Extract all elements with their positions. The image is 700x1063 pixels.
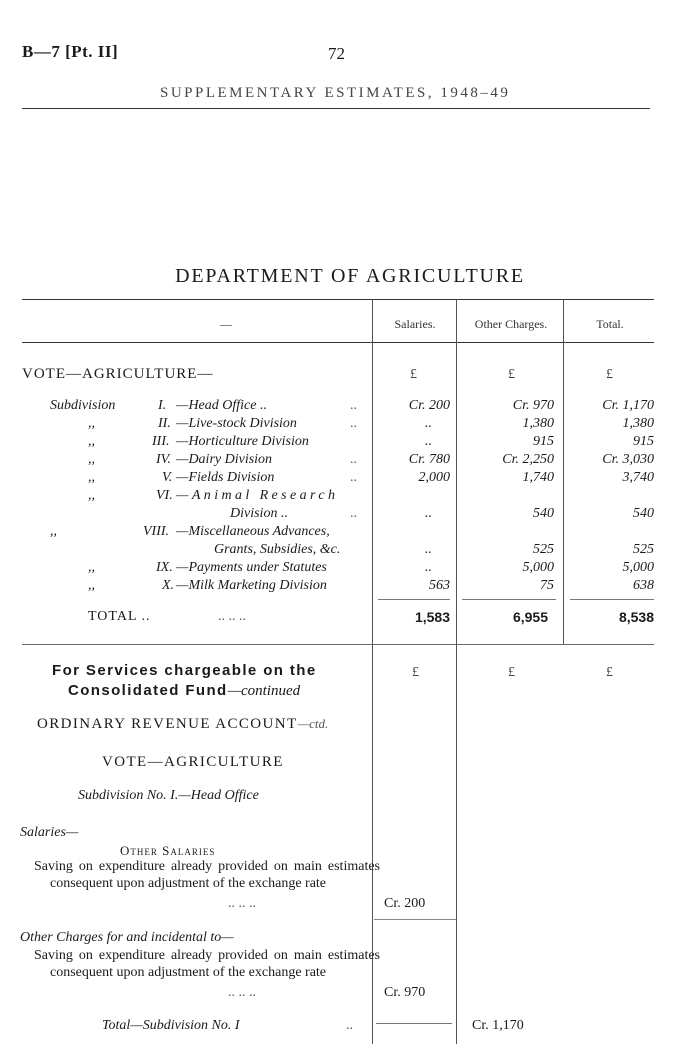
col-divider-1 (372, 299, 373, 1044)
subtotal-rule-total (570, 599, 654, 600)
row-prefix: ,, (88, 578, 95, 593)
row-name: —Horticulture Division (176, 434, 309, 449)
row-prefix: ,, (88, 560, 95, 575)
salaries-explanation: Saving on expenditure already provided on main estimates consequent upon adjustment of the exchange rate (34, 859, 380, 891)
subdivision-total-value: Cr. 1,170 (472, 1018, 524, 1033)
section-heading-fund: Consolidated Fund (68, 682, 228, 699)
salaries-saving-value: Cr. 200 (384, 896, 426, 911)
table-mid-rule (22, 644, 654, 645)
salaries-cell: .. (425, 542, 432, 557)
total-label: TOTAL .. (88, 609, 151, 624)
other-charges-cell: Cr. 970 (512, 398, 554, 413)
row-dots: .. (350, 452, 357, 467)
account-heading (37, 716, 328, 733)
total-cell: 1,380 (622, 416, 654, 431)
currency-total-2: £ (606, 665, 613, 680)
section-heading: For Services chargeable on the (52, 662, 317, 679)
section-heading-line2 (68, 682, 300, 700)
other-charges-cell: Cr. 2,250 (502, 452, 554, 467)
vote-label: VOTE—AGRICULTURE— (22, 366, 214, 382)
account-continued: —ctd. (297, 716, 329, 731)
other-charges-cell: 525 (533, 542, 554, 557)
other-charges-cell: 1,380 (522, 416, 554, 431)
total-dots: .. .. .. (218, 609, 246, 624)
other-charges-cell: 915 (533, 434, 554, 449)
subdivision-heading: Subdivision No. I.—Head Office (78, 788, 259, 803)
subdivision-total-label: Total—Subdivision No. I (102, 1018, 240, 1033)
column-head-salaries: Salaries. (394, 317, 436, 331)
row-name: —Miscellaneous Advances, (176, 524, 330, 539)
currency-other: £ (508, 367, 515, 382)
total-salaries: 1,583 (414, 609, 450, 625)
row-dots: .. (350, 416, 357, 431)
salaries-heading: Salaries— (20, 825, 79, 840)
salaries-cell: 563 (429, 578, 450, 593)
row-number: IV. (156, 452, 171, 467)
row-prefix: ,, (88, 452, 95, 467)
vote-heading-2: VOTE—AGRICULTURE (102, 754, 284, 770)
subtotal-rule-section2 (376, 1023, 452, 1024)
total-grand: 8,538 (618, 609, 654, 625)
salaries-cell: Cr. 780 (408, 452, 450, 467)
row-number: V. (162, 470, 173, 485)
page-number: 72 (328, 44, 345, 63)
row-dots: .. (350, 398, 357, 413)
total-cell: 915 (633, 434, 654, 449)
row-number: I. (158, 398, 167, 413)
section-heading-continued: —continued (227, 683, 301, 699)
salaries-cell: .. (425, 416, 432, 431)
salaries-cell: .. (425, 506, 432, 521)
total-cell: 638 (633, 578, 654, 593)
column-head-blank: — (220, 317, 232, 331)
total-cell: 540 (633, 506, 654, 521)
salaries-cell: 2,000 (418, 470, 450, 485)
row-name: —Fields Division (176, 470, 275, 485)
header-rule (22, 108, 650, 109)
table-head-rule (22, 342, 654, 343)
row-number: X. (162, 578, 175, 593)
salaries-cell: .. (425, 560, 432, 575)
account-name: ORDINARY REVENUE ACCOUNT (37, 716, 298, 732)
row-dots: .. (350, 506, 357, 521)
page-section-ref: B—7 [Pt. II] (22, 42, 119, 61)
row-prefix: ,, (88, 434, 95, 449)
currency-other-2: £ (508, 665, 515, 680)
total-other-charges: 6,955 (512, 609, 548, 625)
cell-rule (374, 919, 456, 920)
salaries-dots: .. .. .. (228, 896, 256, 911)
currency-salaries-2: £ (412, 665, 419, 680)
row-name: —Payments under Statutes (176, 560, 327, 575)
total-cell: Cr. 3,030 (602, 452, 654, 467)
row-prefix: ,, (50, 524, 57, 539)
row-name: —Live-stock Division (176, 416, 297, 431)
other-charges-cell: 540 (533, 506, 554, 521)
total-cell: 525 (633, 542, 654, 557)
subtotal-rule-other (462, 599, 556, 600)
total-cell: 5,000 (622, 560, 654, 575)
other-charges-saving-value: Cr. 970 (384, 985, 426, 1000)
row-name-continued: Grants, Subsidies, &c. (214, 542, 341, 557)
column-head-other-charges: Other Charges. (474, 317, 548, 331)
row-number: III. (152, 434, 170, 449)
table-top-rule (22, 299, 654, 300)
running-title: SUPPLEMENTARY ESTIMATES, 1948–49 (160, 85, 511, 101)
other-charges-explanation: Saving on expenditure already provided on main estimates consequent upon adjustment of the exchange rate (34, 948, 380, 980)
row-prefix: ,, (88, 470, 95, 485)
col-divider-2 (456, 299, 457, 1044)
row-number: IX. (156, 560, 173, 575)
row-name: —Head Office .. (176, 398, 267, 413)
subdivision-total-dots: .. (346, 1018, 353, 1033)
salaries-cell: .. (425, 434, 432, 449)
total-cell: Cr. 1,170 (602, 398, 654, 413)
other-charges-cell: 1,740 (522, 470, 554, 485)
row-prefix: ,, (88, 488, 95, 503)
row-number: II. (158, 416, 171, 431)
currency-total: £ (606, 367, 613, 382)
row-name: —Dairy Division (176, 452, 273, 467)
other-charges-cell: 75 (540, 578, 554, 593)
row-name-continued: Division .. (230, 506, 288, 521)
currency-salaries: £ (410, 367, 417, 382)
row-name: —Milk Marketing Division (176, 578, 327, 593)
row-prefix: Subdivision (50, 398, 116, 413)
other-charges-cell: 5,000 (522, 560, 554, 575)
column-head-total: Total. (596, 317, 624, 331)
subtotal-rule-salaries (378, 599, 450, 600)
total-cell: 3,740 (622, 470, 654, 485)
other-salaries-heading: Other Salaries (120, 843, 216, 858)
col-divider-3 (563, 299, 564, 645)
row-number: VI. (156, 488, 173, 503)
row-name: —Animal Research (176, 488, 339, 503)
other-charges-heading: Other Charges for and incidental to— (20, 930, 234, 945)
row-dots: .. (350, 470, 357, 485)
salaries-cell: Cr. 200 (408, 398, 450, 413)
other-charges-dots: .. .. .. (228, 985, 256, 1000)
row-prefix: ,, (88, 416, 95, 431)
row-number: VIII. (143, 524, 170, 539)
department-title: DEPARTMENT OF AGRICULTURE (175, 265, 525, 287)
